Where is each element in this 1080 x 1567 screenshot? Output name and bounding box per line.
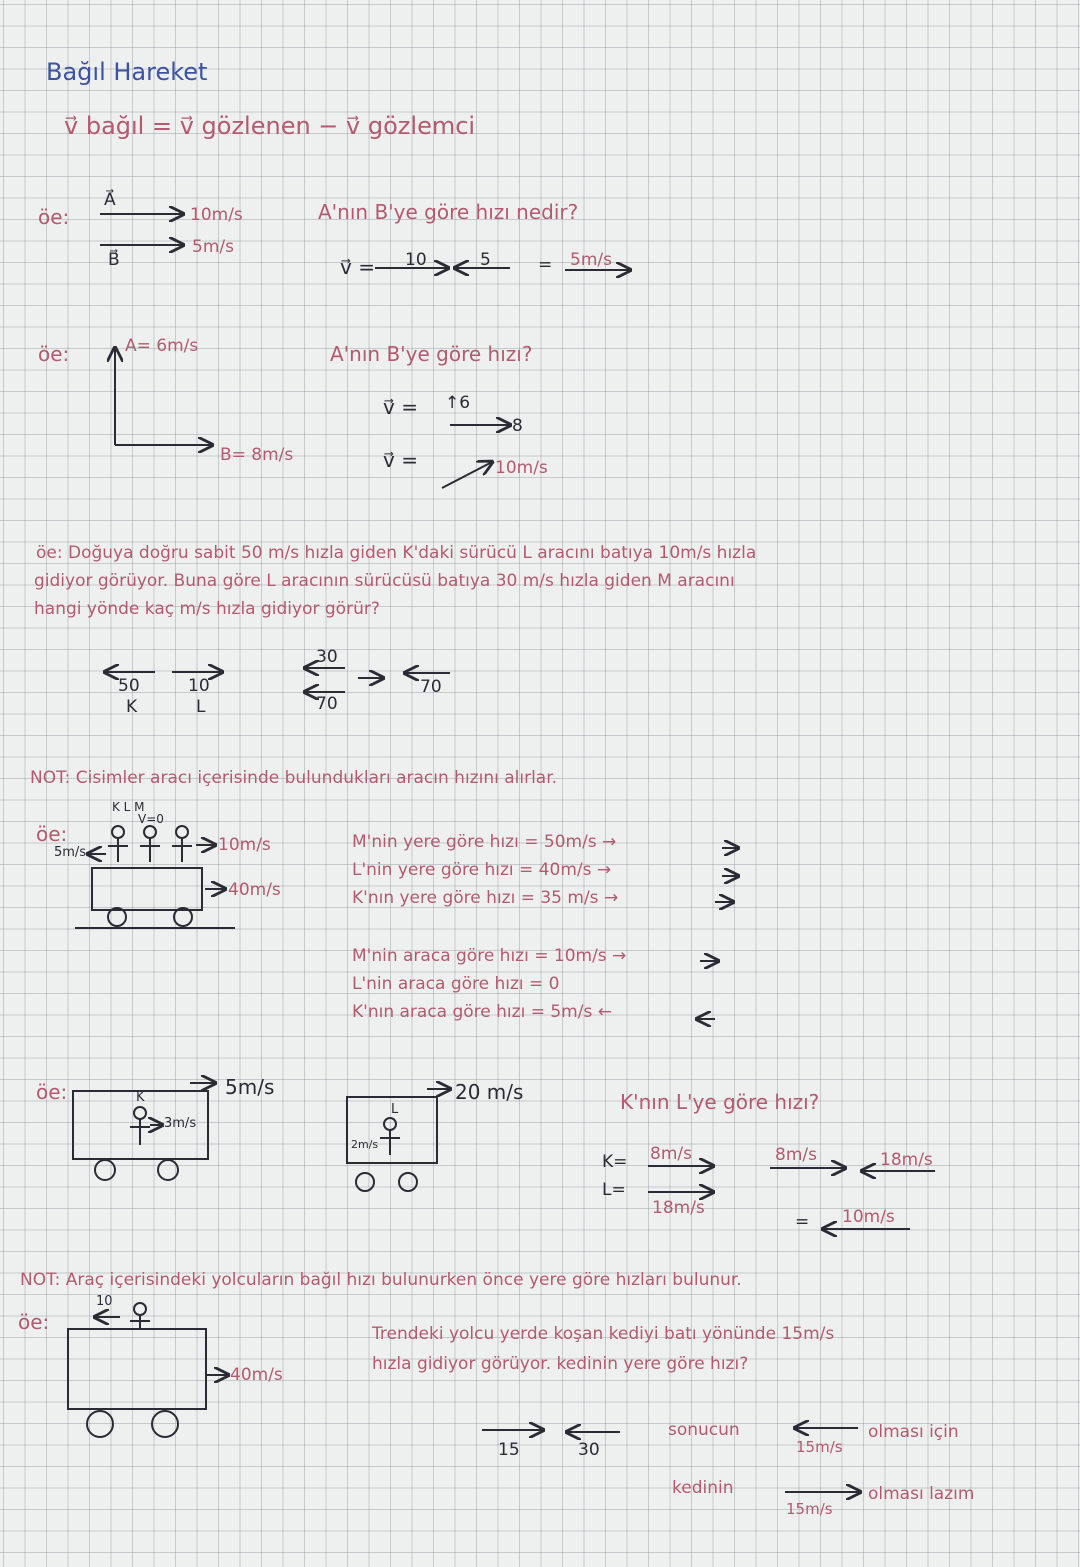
ex4-ground-m: M'nin yere göre hızı = 50m/s → xyxy=(352,832,617,852)
ex3-k-value: 50 xyxy=(118,676,140,696)
ex1-val-5: 5 xyxy=(480,250,491,270)
ex4-ground-l: L'nin yere göre hızı = 40m/s → xyxy=(352,860,612,880)
ex5-k-velocity: 8m/s xyxy=(650,1144,692,1164)
ex5-result: 10m/s xyxy=(842,1207,895,1227)
ex1-eq: = xyxy=(538,255,553,275)
ex4-people-labels: K L M xyxy=(112,800,145,814)
ex3-l-value: 10 xyxy=(188,676,210,696)
ex6-olmasi-lazim: olması lazım xyxy=(868,1484,975,1504)
ex2-result: 10m/s xyxy=(495,458,548,478)
ex6-k15: 15m/s xyxy=(786,1500,833,1518)
ex3-line-1: öe: Doğuya doğru sabit 50 m/s hızla giden K'daki sürücü L aracını batıya 10m/s hızla xyxy=(36,543,757,563)
ex5-k-label: K xyxy=(136,1090,145,1105)
ex6-car-speed: 40m/s xyxy=(230,1365,283,1385)
ex6-olmasi-icin: olması için xyxy=(868,1422,959,1442)
ex3-top-30: 30 xyxy=(316,647,338,667)
ex4-car-k: K'nın araca göre hızı = 5m/s ← xyxy=(352,1002,612,1022)
ex6-n15: 15 xyxy=(498,1440,520,1460)
ex5-k-eq: K= xyxy=(602,1152,628,1172)
ex1-result: 5m/s xyxy=(570,250,612,270)
stick-figures xyxy=(108,826,192,862)
ex4-right-10: 10m/s xyxy=(218,835,271,855)
note-2: NOT: Araç içerisindeki yolcuların bağıl hızı bulunurken önce yere göre hızları bulunur. xyxy=(20,1270,742,1290)
ex2-up-6: ↑6 xyxy=(445,393,471,413)
ex2-val-8: 8 xyxy=(512,416,523,436)
ex4-left-5: 5m/s xyxy=(54,845,87,860)
ex2-b-value: B= 8m/s xyxy=(220,445,294,465)
ex2-v-equals-2: v⃗ = xyxy=(383,448,418,472)
relative-velocity-formula: v⃗ bağıl = v⃗ gözlenen − v⃗ gözlemci xyxy=(64,112,476,140)
page-title: Bağıl Hareket xyxy=(46,58,208,86)
ex5-car2-speed: 20 m/s xyxy=(455,1080,524,1104)
train-body xyxy=(68,1329,206,1409)
ex5-eq: = xyxy=(795,1212,810,1232)
example-label: öe: xyxy=(18,1310,50,1334)
ex2-question: A'nın B'ye göre hızı? xyxy=(330,342,533,366)
note-1: NOT: Cisimler aracı içerisinde bulundukları aracın hızını alırlar. xyxy=(30,768,558,788)
ex3-line-2: gidiyor görüyor. Buna göre L aracının sürücüsü batıya 30 m/s hızla giden M aracını xyxy=(34,571,735,591)
vector-b-speed: 5m/s xyxy=(192,237,234,257)
vector-a-speed: 10m/s xyxy=(190,205,243,225)
ex4-car-l: L'nin araca göre hızı = 0 xyxy=(352,974,560,994)
ex3-bottom-70: 70 xyxy=(316,694,338,714)
car-body xyxy=(92,868,202,910)
ex5-k-speed: 3m/s xyxy=(164,1116,197,1131)
ex4-ground-k: K'nın yere göre hızı = 35 m/s → xyxy=(352,888,619,908)
ex4-car-40: 40m/s xyxy=(228,880,281,900)
ex6-line-1: Trendeki yolcu yerde koşan kediyi batı yönünde 15m/s xyxy=(372,1324,835,1344)
ex1-v-equals: v⃗ = xyxy=(340,255,375,279)
ex5-l-eq: L= xyxy=(602,1180,626,1200)
ex6-kedinin: kedinin xyxy=(672,1478,734,1498)
ex5-l-velocity: 18m/s xyxy=(652,1198,705,1218)
ex1-question: A'nın B'ye göre hızı nedir? xyxy=(318,200,579,224)
ex5-l-label: L xyxy=(391,1102,399,1117)
ex4-v-zero: V=0 xyxy=(138,812,164,826)
ex5-l-speed: 2m/s xyxy=(351,1138,379,1151)
arrow-10ms xyxy=(442,462,492,488)
ex5-right-8: 8m/s xyxy=(775,1145,817,1165)
vector-b-label: B⃗ xyxy=(108,250,120,270)
ex1-val-10: 10 xyxy=(405,250,427,270)
ex5-question: K'nın L'ye göre hızı? xyxy=(620,1090,820,1114)
example-label: öe: xyxy=(36,1080,68,1104)
ex3-k-label: K xyxy=(126,697,138,717)
ex3-line-3: hangi yönde kaç m/s hızla gidiyor görür? xyxy=(34,599,380,619)
ex6-v10: 10 xyxy=(96,1294,113,1309)
example-label: öe: xyxy=(38,205,70,229)
example-label: öe: xyxy=(38,342,70,366)
ex4-car-m: M'nin araca göre hızı = 10m/s → xyxy=(352,946,627,966)
example-label: öe: xyxy=(36,822,68,846)
ex3-l-label: L xyxy=(196,697,206,717)
ex2-v-equals-1: v⃗ = xyxy=(383,395,418,419)
ex6-n30: 30 xyxy=(578,1440,600,1460)
ex6-sonucun: sonucun xyxy=(668,1420,740,1440)
ex5-car1-speed: 5m/s xyxy=(225,1075,275,1099)
ex2-a-value: A= 6m/s xyxy=(125,336,199,356)
ex6-s15: 15m/s xyxy=(796,1438,843,1456)
ex6-line-2: hızla gidiyor görüyor. kedinin yere göre hızı? xyxy=(372,1354,749,1374)
vector-a-label: A⃗ xyxy=(104,190,116,210)
ex5-right-18: 18m/s xyxy=(880,1150,933,1170)
ex3-right-70: 70 xyxy=(420,677,442,697)
